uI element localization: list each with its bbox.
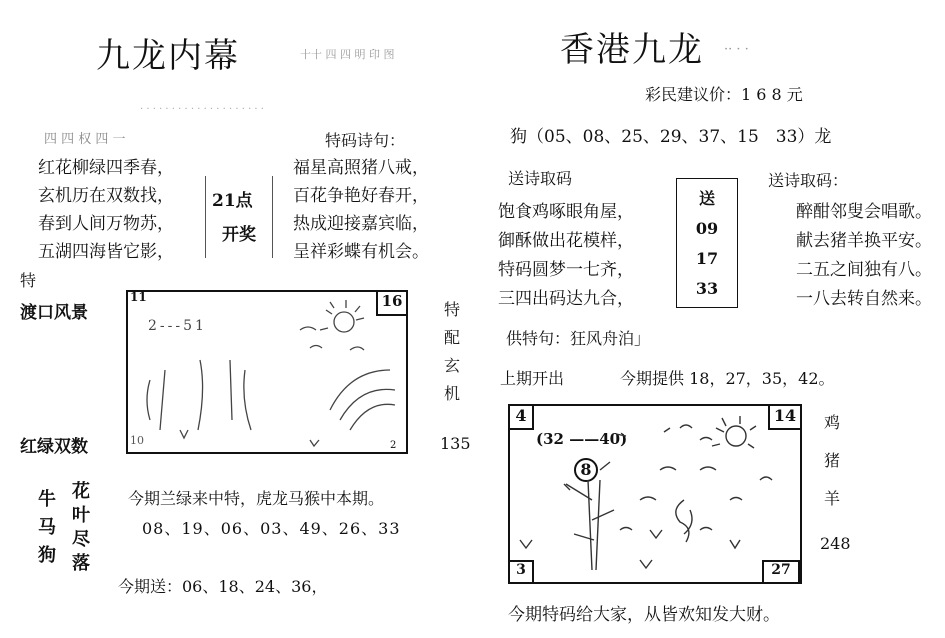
hua-char: 落 [72,553,90,574]
right-side-number: 248 [820,534,851,553]
te-char: 特 [20,271,37,290]
right-title: 香港九龙 [560,30,704,70]
poem-line: 玄机历在双数找， [38,186,174,206]
time-text: 21点 [212,191,253,211]
poem-line: 热成迎接嘉宾临， [293,214,429,234]
price-line: 彩民建议价：1 6 8 元 [645,85,803,104]
left-message: 今期兰绿来中特，虎龙马猴中本期。 [128,489,385,508]
poem-line: 御酥做出花模样， [498,231,634,251]
shangqi-label: 上期开出 [500,369,565,388]
right-side-vertical [824,404,840,518]
zodiac-char: 马 [38,517,56,538]
side-char: 玄 [444,356,461,375]
right-sketch-text: (32 ——40) [536,430,628,448]
song-box-item: 送 [698,189,715,208]
side-char: 羊 [824,489,841,508]
zodiac-char: 牛 [38,489,56,510]
right-sketch-tr: 14 [768,404,802,430]
left-sketch-tl: 11 [130,290,147,304]
side-char: 机 [444,384,461,403]
hua-char: 叶 [72,505,90,526]
song-box-item: 33 [695,279,719,298]
hua-char: 花 [72,481,90,502]
poem-line: 百花争艳好春开， [293,186,429,206]
left-subline: · · · · · · · · · · · · · · · · · · · · [140,104,264,115]
poem-line: 呈祥彩蝶有机会。 [293,242,429,262]
bottom-message: 今期特码给大家，从皆欢知发大财。 [508,605,780,625]
left-numbers-line: 08、19、06、03、49、26、33 [142,519,401,538]
song-box-item: 09 [695,219,719,238]
left-sketch-bl: 10 [130,434,144,447]
kaijiang-text: 开奖 [222,225,256,245]
poem-line: 春到人间万物苏， [38,214,174,234]
right-sketch-tl: 4 [508,404,534,430]
left-title: 九龙内幕 [96,36,240,76]
poem-line: 三四出码达九合， [498,289,634,309]
left-subtitle: 十十 四 四 明 印 图 [300,48,395,61]
left-sketch-tr: 16 [376,290,408,316]
poem-line: 福星高照猪八戒， [293,158,429,178]
zodiac-char: 狗 [38,545,56,566]
left-poem-heading: 四 四 权 四 一 [44,132,126,147]
poem-line: 红花柳绿四季春， [38,158,174,178]
side-char: 特 [444,300,461,319]
poem-line: 一八去转自然来。 [796,289,932,309]
hongludan-value: 135 [440,434,471,453]
hua-char: 尽 [72,529,90,550]
right-title-suffix: ·· · · [724,42,749,57]
jinqi-tigong: 今期提供 18，27，35，42。 [620,369,835,388]
right-poem-heading: 特码诗句： [325,131,406,150]
poem-line: 二五之间独有八。 [796,260,932,280]
gongtejv-line: 供特句：狂风舟泊」 [506,329,651,348]
side-char: 猪 [824,451,841,470]
gou-line: 狗（05、08、25、29、37、15 33）龙 [510,127,832,147]
hongludan-label: 红绿双数 [20,437,88,457]
right-sketch-circle: 8 [574,458,598,482]
song-left-heading: 送诗取码 [508,169,573,188]
side-char: 配 [444,328,461,347]
song-box-item: 17 [695,249,719,268]
right-sketch-br: 27 [762,560,800,584]
left-sketch-text: 2---51 [148,318,207,334]
dukou-label: 渡口风景 [20,303,88,323]
poem-line: 饱食鸡啄眼角屋， [498,202,634,222]
song-right-heading: 送诗取码： [768,171,849,190]
poem-line: 醉酣邻叟会唱歌。 [796,202,932,222]
poem-line: 五湖四海皆它影， [38,242,174,262]
poem-line: 特码圆梦一七齐， [498,260,634,280]
left-sketch-br: 2 [390,440,397,451]
left-jinqisong: 今期送：06、18、24、36， [118,577,328,596]
poem-line: 献去猪羊换平安。 [796,231,932,251]
right-sketch-bl: 3 [508,560,534,584]
side-char: 鸡 [824,413,841,432]
